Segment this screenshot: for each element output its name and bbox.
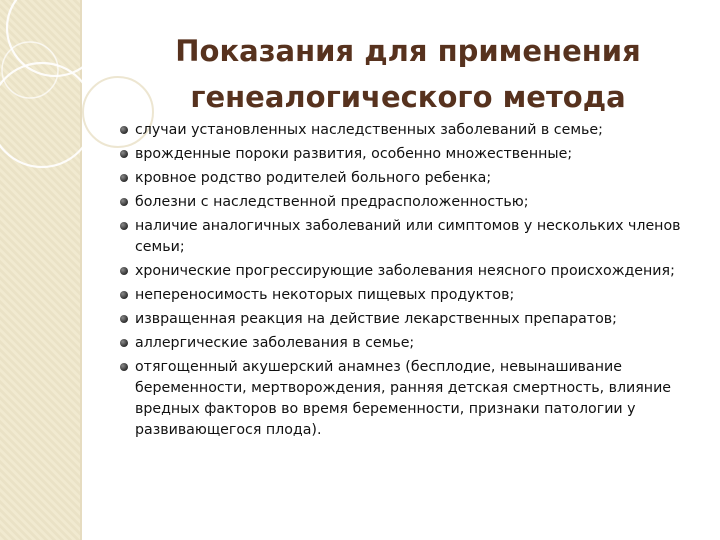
bullet-item: [120, 333, 710, 354]
bullet-item: [120, 216, 710, 258]
bullet-text: болезни с наследственной предрасположенностью;: [135, 194, 529, 210]
bullet-item: [120, 309, 710, 330]
bullet-item: [120, 144, 710, 165]
bullet-dot-icon: [120, 267, 128, 275]
bullet-item: [120, 192, 710, 213]
bullet-dot-icon: [120, 363, 128, 371]
bullet-text: кровное родство родителей больного ребенка;: [135, 170, 492, 186]
bullet-text: хронические прогрессирующие заболевания неясного происхождения;: [135, 263, 675, 279]
bullet-item: [120, 261, 710, 282]
slide-title: [118, 28, 698, 120]
bullet-text: извращенная реакция на действие лекарственных препаратов;: [135, 311, 617, 327]
bullet-item: [120, 120, 710, 141]
side-panel-edge: [80, 0, 82, 540]
slide-title-line-2: генеалогического метода: [190, 80, 626, 114]
bullet-dot-icon: [120, 291, 128, 299]
bullet-text: отягощенный акушерский анамнез (бесплодие, невынашивание беременности, мертворождения, ранняя детская смертность, влияние вредных факторов во время беременности, признаки патологии у развивающегося плода).: [135, 359, 672, 438]
bullet-dot-icon: [120, 174, 128, 182]
bullet-dot-icon: [120, 339, 128, 347]
bullet-dot-icon: [120, 198, 128, 206]
bullet-list: [120, 120, 710, 444]
bullet-item: [120, 357, 710, 441]
bullet-dot-icon: [120, 126, 128, 134]
bullet-text: наличие аналогичных заболеваний или симптомов у нескольких членов семьи;: [135, 218, 681, 255]
decorative-side-panel: [0, 0, 80, 540]
bullet-text: непереносимость некоторых пищевых продуктов;: [135, 287, 515, 303]
slide-title-line-1: Показания для применения: [175, 34, 641, 68]
bullet-item: [120, 285, 710, 306]
bullet-dot-icon: [120, 222, 128, 230]
bullet-dot-icon: [120, 150, 128, 158]
bullet-text: аллергические заболевания в семье;: [135, 335, 415, 351]
bullet-text: врожденные пороки развития, особенно множественные;: [135, 146, 573, 162]
bullet-item: [120, 168, 710, 189]
bullet-text: случаи установленных наследственных заболеваний в семье;: [135, 122, 603, 138]
bullet-dot-icon: [120, 315, 128, 323]
